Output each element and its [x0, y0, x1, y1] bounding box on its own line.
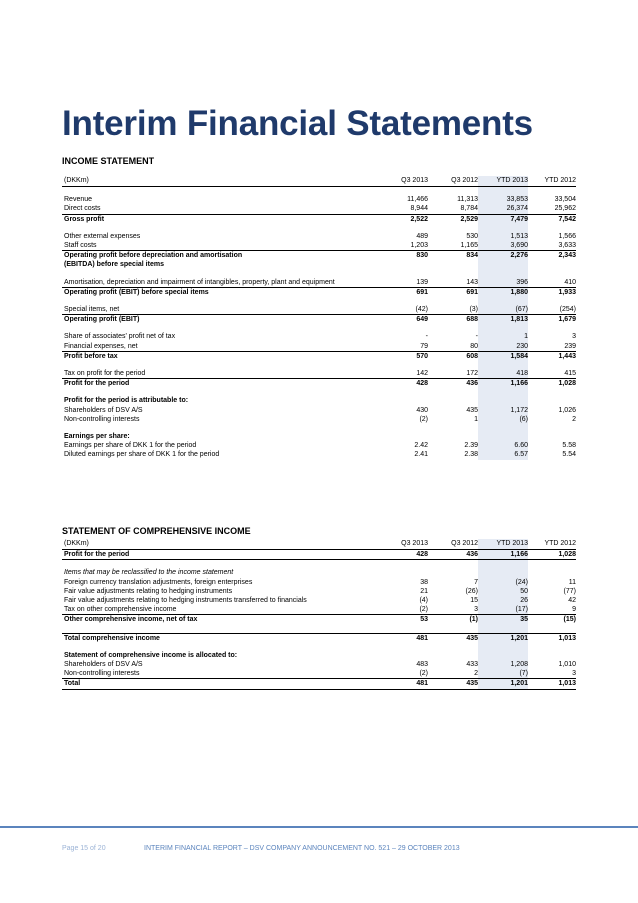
- cell-value: 5.58: [562, 442, 576, 450]
- cell-value: [428, 651, 478, 660]
- cell-value: 6.57: [478, 450, 528, 459]
- table-row: [62, 369, 576, 379]
- income-statement-heading: INCOME STATEMENT: [62, 156, 155, 166]
- row-label: Fair value adjustments relating to hedging instruments transferred to financials: [64, 597, 307, 605]
- cell-value: 2: [474, 670, 478, 678]
- row-label: (EBITDA) before special items: [64, 261, 164, 269]
- table-header-row: [62, 176, 576, 187]
- table-row: [62, 550, 576, 560]
- cell-value: 33,504: [554, 196, 576, 204]
- table-row: [62, 651, 576, 660]
- cell-value: 1,010: [558, 661, 576, 669]
- cell-value: (2): [419, 415, 428, 423]
- cell-value: 433: [466, 661, 478, 669]
- cell-value: (4): [419, 597, 428, 605]
- cell-value: 8,784: [460, 205, 478, 213]
- row-label: Items that may be reclassified to the income statement: [64, 569, 234, 577]
- cell-value: 79: [420, 342, 428, 350]
- row-label: Fair value adjustments relating to hedging instruments: [64, 587, 233, 595]
- table-row: [62, 415, 576, 424]
- row-label: Profit before tax: [62, 351, 378, 361]
- cell-value: 688: [428, 315, 478, 325]
- cell-value: [528, 432, 576, 441]
- cell-value: 80: [470, 342, 478, 350]
- cell-value: 1,208: [478, 660, 528, 669]
- table-row: [62, 441, 576, 450]
- table-row: [62, 578, 576, 587]
- cell-value: (2): [419, 606, 428, 614]
- row-label: Statement of comprehensive income is allocated to:: [64, 651, 238, 659]
- table-row: [62, 432, 576, 441]
- cell-value: 7,479: [478, 214, 528, 224]
- table-row: [62, 278, 576, 288]
- row-label: Direct costs: [64, 205, 101, 213]
- table-row: [62, 260, 576, 269]
- column-header: YTD 2013: [478, 539, 528, 550]
- cell-value: 2,343: [528, 251, 576, 261]
- cell-value: 6.60: [478, 441, 528, 450]
- cell-value: [528, 396, 576, 405]
- cell-value: (24): [478, 578, 528, 587]
- table-row: [62, 232, 576, 241]
- cell-value: 1,566: [558, 232, 576, 240]
- cell-value: 172: [466, 370, 478, 378]
- spacer-row: [62, 424, 576, 432]
- cell-value: 21: [420, 587, 428, 595]
- spacer-row: [62, 187, 576, 196]
- page-title: Interim Financial Statements: [62, 104, 533, 143]
- cell-value: 3: [474, 606, 478, 614]
- table-row: [62, 669, 576, 679]
- row-label: Operating profit (EBIT): [62, 315, 378, 325]
- table-row: [62, 195, 576, 204]
- row-label: Earnings per share:: [64, 433, 130, 441]
- cell-value: 11,466: [407, 196, 428, 204]
- table-row: [62, 204, 576, 214]
- cell-value: 1,201: [478, 679, 528, 689]
- spacer-row: [62, 361, 576, 369]
- cell-value: 15: [470, 597, 478, 605]
- column-header: YTD 2012: [528, 176, 576, 187]
- cell-value: 2.42: [414, 442, 428, 450]
- cell-value: 1,028: [528, 379, 576, 389]
- cell-value: 436: [428, 379, 478, 389]
- cell-value: (77): [563, 587, 576, 595]
- cell-value: 2,276: [478, 251, 528, 261]
- cell-value: 239: [564, 342, 576, 350]
- cell-value: 1,933: [528, 287, 576, 297]
- cell-value: 143: [466, 278, 478, 286]
- spacer-row: [62, 270, 576, 278]
- cell-value: 8,944: [410, 205, 428, 213]
- comprehensive-income-heading: STATEMENT OF COMPREHENSIVE INCOME: [62, 526, 251, 536]
- row-label: Total: [62, 679, 378, 689]
- cell-value: 1,584: [478, 351, 528, 361]
- cell-value: [478, 432, 528, 441]
- cell-value: (2): [419, 670, 428, 678]
- table-row: [62, 596, 576, 605]
- row-label: Amortisation, depreciation and impairment of intangibles, property, plant and equipment: [64, 278, 335, 286]
- cell-value: 481: [378, 633, 428, 643]
- table-row: [62, 305, 576, 315]
- cell-value: 530: [466, 232, 478, 240]
- table-row: [62, 342, 576, 352]
- cell-value: 139: [416, 278, 428, 286]
- spacer-row: [62, 625, 576, 634]
- row-label: Gross profit: [62, 214, 378, 224]
- cell-value: 26: [478, 596, 528, 605]
- column-header: Q3 2012: [428, 539, 478, 550]
- column-header: YTD 2013: [478, 176, 528, 187]
- cell-value: 1,028: [528, 550, 576, 560]
- cell-value: 1,679: [528, 315, 576, 325]
- table-row: [62, 406, 576, 415]
- income-statement-table: [62, 176, 576, 460]
- cell-value: [428, 432, 478, 441]
- cell-value: 7: [474, 578, 478, 586]
- cell-value: 691: [378, 287, 428, 297]
- column-header: Q3 2013: [378, 176, 428, 187]
- cell-value: [478, 260, 528, 269]
- cell-value: 1,203: [410, 242, 428, 250]
- spacer-row: [62, 324, 576, 332]
- cell-value: 608: [428, 351, 478, 361]
- spacer-row: [62, 643, 576, 651]
- row-label: Special items, net: [64, 306, 120, 314]
- column-header: Q3 2012: [428, 176, 478, 187]
- cell-value: 570: [378, 351, 428, 361]
- cell-value: 436: [428, 550, 478, 560]
- cell-value: 1,201: [478, 633, 528, 643]
- row-label: Profit for the period is attributable to:: [64, 397, 189, 405]
- table-row: [62, 287, 576, 297]
- cell-value: 42: [568, 597, 576, 605]
- table-row: [62, 214, 576, 224]
- cell-value: 830: [378, 251, 428, 261]
- cell-value: 26,374: [478, 204, 528, 214]
- row-label: Profit for the period: [62, 550, 378, 560]
- cell-value: [478, 568, 528, 577]
- row-label: Shareholders of DSV A/S: [64, 661, 143, 669]
- column-header: Q3 2013: [378, 539, 428, 550]
- unit-label: (DKKm): [62, 539, 378, 550]
- cell-value: 418: [478, 369, 528, 379]
- cell-value: 430: [416, 406, 428, 414]
- cell-value: (42): [415, 306, 428, 314]
- row-label: Tax on other comprehensive income: [64, 606, 177, 614]
- cell-value: 50: [478, 587, 528, 596]
- cell-value: (15): [528, 615, 576, 625]
- cell-value: (67): [478, 305, 528, 315]
- table-row: [62, 605, 576, 615]
- cell-value: 1,443: [528, 351, 576, 361]
- unit-label: (DKKm): [62, 176, 378, 187]
- cell-value: [378, 568, 428, 577]
- cell-value: [378, 432, 428, 441]
- table-row: [62, 660, 576, 669]
- cell-value: 33,853: [478, 195, 528, 204]
- cell-value: 230: [478, 342, 528, 352]
- row-label: Tax on profit for the period: [64, 370, 146, 378]
- cell-value: 1,026: [558, 406, 576, 414]
- cell-value: 2: [572, 415, 576, 423]
- table-row: [62, 251, 576, 261]
- row-label: Share of associates' profit net of tax: [64, 333, 176, 341]
- cell-value: 435: [428, 679, 478, 689]
- cell-value: 3,633: [558, 242, 576, 250]
- spacer-row: [62, 297, 576, 305]
- cell-value: 1,165: [460, 242, 478, 250]
- cell-value: 1,166: [478, 550, 528, 560]
- cell-value: [528, 568, 576, 577]
- cell-value: 7,542: [528, 214, 576, 224]
- column-header: YTD 2012: [528, 539, 576, 550]
- row-label: Profit for the period: [62, 379, 378, 389]
- cell-value: 1,013: [528, 679, 576, 689]
- cell-value: 3,690: [478, 241, 528, 251]
- cell-value: 428: [378, 379, 428, 389]
- cell-value: [378, 651, 428, 660]
- cell-value: [428, 568, 478, 577]
- cell-value: 53: [378, 615, 428, 625]
- table-row: [62, 396, 576, 405]
- cell-value: 691: [428, 287, 478, 297]
- cell-value: 1,513: [478, 232, 528, 241]
- row-label: Earnings per share of DKK 1 for the period: [64, 442, 197, 450]
- cell-value: 435: [466, 406, 478, 414]
- row-label: Other comprehensive income, net of tax: [62, 615, 378, 625]
- cell-value: 11: [568, 578, 576, 586]
- cell-value: 435: [428, 633, 478, 643]
- row-label: Revenue: [64, 196, 93, 204]
- spacer-row: [62, 388, 576, 396]
- cell-value: 483: [416, 661, 428, 669]
- cell-value: 2.39: [464, 442, 478, 450]
- row-label: Other external expenses: [64, 232, 141, 240]
- cell-value: 2.38: [464, 451, 478, 459]
- report-reference: INTERIM FINANCIAL REPORT – DSV COMPANY ANNOUNCEMENT NO. 521 – 29 OCTOBER 2013: [144, 845, 460, 852]
- cell-value: (17): [478, 605, 528, 615]
- spacer-row: [62, 560, 576, 569]
- table-row: [62, 568, 576, 577]
- cell-value: 489: [416, 232, 428, 240]
- cell-value: 1,166: [478, 379, 528, 389]
- cell-value: -: [475, 333, 478, 341]
- cell-value: 2,522: [378, 214, 428, 224]
- table-row: [62, 587, 576, 596]
- table-row: [62, 679, 576, 689]
- cell-value: 1: [478, 332, 528, 341]
- row-label: Financial expenses, net: [64, 342, 138, 350]
- comprehensive-income-table: [62, 539, 576, 690]
- cell-value: 1,880: [478, 287, 528, 297]
- cell-value: (26): [465, 587, 478, 595]
- cell-value: 1,013: [528, 633, 576, 643]
- table-row: [62, 450, 576, 459]
- table-row: [62, 615, 576, 625]
- table-row: [62, 241, 576, 251]
- cell-value: 415: [564, 370, 576, 378]
- cell-value: (254): [559, 306, 576, 314]
- cell-value: 11,313: [457, 196, 478, 204]
- row-label: Diluted earnings per share of DKK 1 for the period: [64, 451, 220, 459]
- cell-value: [428, 260, 478, 269]
- cell-value: 649: [378, 315, 428, 325]
- cell-value: 3: [572, 670, 576, 678]
- table-header-row: [62, 539, 576, 550]
- cell-value: 35: [478, 615, 528, 625]
- cell-value: [528, 651, 576, 660]
- row-label: Foreign currency translation adjustments, foreign enterprises: [64, 578, 253, 586]
- cell-value: 38: [420, 578, 428, 586]
- cell-value: 1,172: [478, 406, 528, 415]
- cell-value: 2.41: [414, 451, 428, 459]
- cell-value: (3): [469, 306, 478, 314]
- spacer-row: [62, 224, 576, 232]
- row-label: Total comprehensive income: [62, 633, 378, 643]
- cell-value: 1,813: [478, 315, 528, 325]
- table-row: [62, 332, 576, 341]
- cell-value: (6): [478, 415, 528, 424]
- cell-value: [378, 396, 428, 405]
- cell-value: [478, 651, 528, 660]
- cell-value: 142: [416, 370, 428, 378]
- table-row: [62, 351, 576, 361]
- cell-value: -: [425, 333, 428, 341]
- cell-value: [478, 396, 528, 405]
- cell-value: 25,962: [554, 205, 576, 213]
- table-row: [62, 315, 576, 325]
- row-label: Non-controlling interests: [64, 415, 140, 423]
- cell-value: 481: [378, 679, 428, 689]
- cell-value: 3: [572, 333, 576, 341]
- footer-divider: [0, 826, 638, 828]
- cell-value: 410: [564, 278, 576, 286]
- cell-value: [528, 260, 576, 269]
- cell-value: 2,529: [428, 214, 478, 224]
- row-label: Staff costs: [64, 242, 97, 250]
- cell-value: 1: [474, 415, 478, 423]
- cell-value: (7): [478, 669, 528, 679]
- table-row: [62, 633, 576, 643]
- row-label: Operating profit before depreciation and amortisation: [62, 251, 378, 261]
- row-label: Operating profit (EBIT) before special items: [62, 287, 378, 297]
- cell-value: (1): [428, 615, 478, 625]
- cell-value: 5.54: [562, 451, 576, 459]
- cell-value: 9: [572, 606, 576, 614]
- row-label: Shareholders of DSV A/S: [64, 406, 143, 414]
- cell-value: 834: [428, 251, 478, 261]
- row-label: Non-controlling interests: [64, 670, 140, 678]
- page-number: Page 15 of 20: [62, 845, 106, 852]
- cell-value: 428: [378, 550, 428, 560]
- cell-value: [378, 260, 428, 269]
- cell-value: 396: [478, 278, 528, 288]
- table-row: [62, 379, 576, 389]
- cell-value: [428, 396, 478, 405]
